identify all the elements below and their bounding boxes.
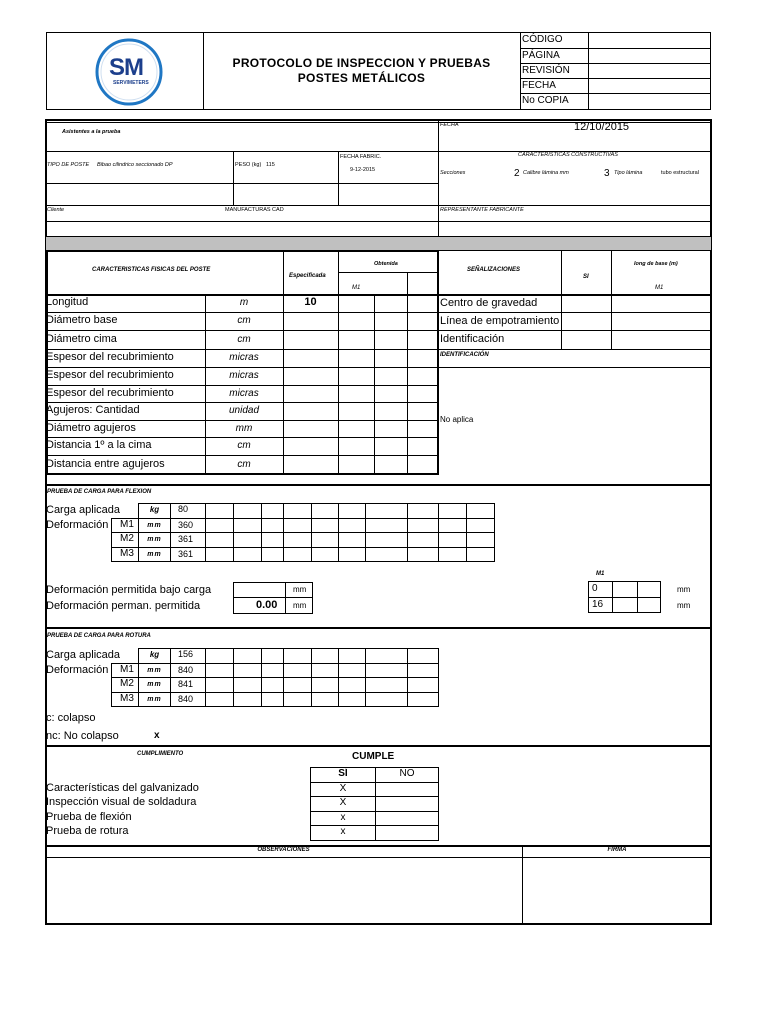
rotura-value: 840: [178, 664, 194, 675]
flexion-deformacion-label: Deformación: [46, 519, 109, 531]
rotura-unit-label: mm: [147, 681, 162, 688]
def-perman-divider: [285, 597, 286, 614]
meta-copia-label: No COPIA: [522, 95, 569, 106]
flexion-unit-label: mm: [147, 521, 162, 529]
tipo-poste-label: TIPO DE POSTE: [47, 162, 90, 168]
rotura-grid-cell[interactable]: [261, 663, 284, 679]
rotura-grid-cell[interactable]: [261, 648, 284, 664]
meta-row-line: [520, 78, 711, 79]
physical-row-name: Diámetro cima: [46, 332, 117, 345]
cumple-no-cell[interactable]: [375, 782, 439, 798]
meta-row-line: [520, 93, 711, 94]
rotura-grid-cell[interactable]: [311, 648, 339, 664]
rotura-grid-cell[interactable]: [205, 692, 234, 708]
rotura-grid-cell[interactable]: [365, 663, 408, 679]
flexion-grid-cell[interactable]: [261, 547, 284, 563]
flexion-m1-line: [637, 581, 638, 613]
flexion-value: 360: [178, 519, 194, 530]
cumple-si-mark: X: [339, 782, 347, 794]
rotura-grid-cell[interactable]: [311, 677, 339, 693]
physical-row-name: Diámetro base: [46, 314, 118, 326]
signal-row-label: Identificación: [440, 333, 505, 345]
physical-row-unit: cm: [237, 440, 251, 451]
rotura-grid-cell[interactable]: [205, 677, 234, 693]
physical-row-unit: micras: [229, 352, 259, 363]
physical-row-line: [46, 402, 439, 403]
tipo-lamina-value: tubo estructural: [661, 170, 699, 176]
flexion-grid-cell[interactable]: [407, 518, 439, 534]
physical-row-line: [46, 367, 439, 368]
flexion-grid-cell[interactable]: [283, 518, 312, 534]
cumple-no-cell[interactable]: [375, 796, 439, 812]
physical-col-line: [407, 272, 408, 475]
rotura-unit-label: mm: [147, 666, 162, 674]
rotura-grid-cell[interactable]: [338, 692, 366, 708]
peso-label: PESO (kg): [235, 162, 262, 168]
physical-row-line: [46, 385, 439, 386]
def-permitida-unit: mm: [293, 585, 307, 594]
logo-text: SM: [109, 54, 143, 81]
flexion-value: 361: [178, 548, 194, 559]
flexion-grid-cell[interactable]: [438, 547, 467, 563]
rotura-carga-unit: kg: [149, 650, 160, 659]
signal-row-label: Centro de gravedad: [440, 297, 538, 309]
flexion-m-label: M1: [120, 518, 134, 530]
meta-fecha-label: FECHA: [522, 80, 556, 91]
signal-row-label: Línea de empotramiento: [440, 315, 560, 327]
physical-row-line: [46, 437, 439, 438]
cumple-no-label: NO: [399, 768, 415, 779]
flexion-m1-unit: mm: [677, 585, 691, 594]
signals-m1-label: M1: [655, 285, 664, 291]
rotura-grid-cell[interactable]: [261, 677, 284, 693]
flexion-grid-cell[interactable]: [311, 503, 339, 519]
representante-label: REPRESENTANTE FABRICANTE: [440, 207, 524, 213]
obtenida-m1-label: M1: [352, 285, 361, 291]
meta-revision-label: REVISIÓN: [522, 65, 570, 76]
cumple-si-mark: x: [340, 826, 346, 837]
flexion-grid-cell[interactable]: [233, 503, 262, 519]
physical-row-line: [46, 455, 439, 456]
flexion-grid-cell[interactable]: [205, 532, 234, 548]
rotura-value: 841: [178, 679, 194, 689]
cumplimiento-title: CUMPLIMIENTO: [137, 751, 184, 757]
company-logo: [95, 38, 163, 106]
flexion-grid-cell[interactable]: [261, 518, 284, 534]
flexion-grid-cell[interactable]: [365, 518, 408, 534]
flexion-m1-line: [612, 581, 613, 613]
flexion-grid-cell[interactable]: [233, 547, 262, 563]
info-line: [45, 221, 712, 222]
signals-long-base-label: long de base (m): [634, 261, 678, 267]
physical-col-line: [338, 250, 339, 475]
obtenida-label: Obtenida: [374, 261, 398, 267]
signals-row-line: [439, 312, 711, 313]
footer-line: [45, 857, 712, 858]
rotura-unit-label: mm: [147, 695, 162, 703]
signals-col-line: [611, 250, 612, 349]
signals-title: SEÑALIZACIONES: [467, 267, 521, 273]
def-permitida-label: Deformación permitida bajo carga: [46, 584, 212, 596]
flexion-grid-cell[interactable]: [311, 518, 339, 534]
flexion-grid-cell[interactable]: [261, 532, 284, 548]
flexion-grid-cell[interactable]: [311, 547, 339, 563]
rotura-grid-cell[interactable]: [365, 648, 408, 664]
flexion-grid-cell[interactable]: [205, 503, 234, 519]
flexion-grid-cell[interactable]: [466, 532, 495, 548]
flexion-m-label: M3: [120, 547, 134, 559]
rotura-value: 840: [178, 693, 194, 704]
page-subtitle: POSTES METÁLICOS: [297, 71, 426, 85]
signals-si-label: SI: [583, 274, 589, 280]
rotura-grid-cell[interactable]: [407, 648, 439, 664]
flexion-grid-cell[interactable]: [338, 547, 366, 563]
physical-row-unit: cm: [237, 315, 251, 326]
cumple-row-name: Inspección visual de soldadura: [46, 796, 197, 808]
meta-row-line: [520, 48, 711, 49]
flexion-grid-cell[interactable]: [365, 547, 408, 563]
rotura-grid-cell[interactable]: [233, 648, 262, 664]
physical-header-line: [338, 272, 438, 273]
cumple-no-cell[interactable]: [375, 825, 439, 841]
info-line: [45, 205, 712, 206]
footer-divider: [522, 845, 523, 925]
flexion-grid-cell[interactable]: [205, 547, 234, 563]
physical-title: CARACTERISTICAS FISICAS DEL POSTE: [92, 267, 211, 273]
section-separator: [45, 745, 712, 747]
tipo-lamina-label: Tipo lámina: [614, 170, 643, 176]
physical-col-line: [283, 250, 284, 475]
rotura-grid-cell[interactable]: [365, 692, 408, 708]
rotura-grid-cell[interactable]: [233, 692, 262, 708]
cliente-value: MANUFACTURAS CAD: [225, 207, 284, 213]
observaciones-label: OBSERVACIONES: [257, 847, 310, 853]
calibre-label: Calibre lámina mm: [523, 170, 569, 176]
rotura-grid-cell[interactable]: [283, 692, 312, 708]
rotura-grid-cell[interactable]: [283, 663, 312, 679]
flexion-grid-cell[interactable]: [407, 532, 439, 548]
signals-header-line: [439, 294, 711, 296]
cumple-no-cell[interactable]: [375, 811, 439, 827]
calibre-value: 3: [604, 168, 610, 179]
rotura-m-label: M2: [120, 678, 134, 689]
logo-subtext: SERVIMETERS: [113, 80, 149, 86]
physical-row-name: Distancia entre agujeros: [46, 457, 165, 470]
fecha-fabric-label: FECHA FABRIC.: [340, 154, 382, 160]
rotura-grid-cell[interactable]: [311, 692, 339, 708]
physical-row-name: Agujeros: Cantidad: [46, 404, 140, 416]
flexion-grid-cell[interactable]: [365, 532, 408, 548]
fecha-label: FECHA: [440, 122, 459, 128]
flexion-grid-cell[interactable]: [283, 503, 312, 519]
physical-row-name: Espesor del recubrimiento: [46, 351, 174, 363]
section-separator: [45, 627, 712, 629]
signals-row-line: [439, 367, 711, 368]
header-divider: [588, 32, 589, 110]
cumple-row-name: Prueba de flexión: [46, 810, 132, 823]
rotura-grid-cell[interactable]: [365, 677, 408, 693]
info-divider: [438, 120, 439, 236]
physical-row-unit: mm: [235, 422, 253, 434]
cumple-label: CUMPLE: [352, 751, 395, 762]
rotura-grid-cell[interactable]: [407, 677, 439, 693]
cumple-si-mark: X: [339, 797, 347, 808]
caract-constructivas-label: CARACTERISTICAS CONSTRUCTIVAS: [518, 152, 618, 158]
signals-row-line: [439, 349, 711, 350]
rotura-grid-cell[interactable]: [205, 663, 234, 679]
header-divider: [203, 32, 204, 110]
cumple-si-label: SÍ: [338, 768, 348, 779]
info-divider: [233, 151, 234, 205]
rotura-m-label: M3: [120, 692, 134, 704]
physical-row-line: [46, 312, 439, 313]
firma-field[interactable]: [524, 859, 710, 923]
signals-row-line: [439, 330, 711, 331]
rotura-grid-cell[interactable]: [205, 648, 234, 664]
flexion-carga-unit: kg: [149, 505, 160, 514]
rotura-m-label: M1: [120, 663, 134, 675]
flexion-grid-cell[interactable]: [466, 503, 495, 519]
def-perman-label: Deformación perman. permitida: [46, 600, 201, 612]
rotura-title: PRUEBA DE CARGA PARA ROTURA: [47, 633, 151, 639]
flexion-unit-label: mm: [147, 536, 162, 543]
info-divider: [338, 151, 339, 205]
flexion-grid-cell[interactable]: [407, 547, 439, 563]
physical-row-name: Distancia 1º a la cima: [46, 439, 152, 451]
firma-label: FIRMA: [607, 847, 627, 853]
meta-codigo-label: CÓDIGO: [522, 34, 563, 45]
flexion-grid-cell[interactable]: [261, 503, 284, 519]
flexion-grid-cell[interactable]: [233, 518, 262, 534]
section-separator: [45, 484, 712, 486]
rotura-grid-cell[interactable]: [311, 663, 339, 679]
fecha-fabric-value: 9-12-2015: [350, 167, 376, 173]
page-title: PROTOCOLO DE INSPECCION Y PRUEBAS: [232, 56, 491, 70]
physical-row-unit: micras: [229, 370, 259, 381]
physical-row-line: [46, 420, 439, 421]
cumple-row-name: Características del galvanizado: [46, 781, 199, 794]
especificada-label: Especificada: [289, 273, 326, 279]
flexion-grid-cell[interactable]: [338, 518, 366, 534]
def-perman-unit: mm: [293, 601, 307, 610]
flexion-grid-cell[interactable]: [438, 503, 467, 519]
flexion-m1-value: 16: [592, 599, 604, 610]
flexion-grid-cell[interactable]: [205, 518, 234, 534]
flexion-grid-cell[interactable]: [365, 503, 408, 519]
rotura-grid-cell[interactable]: [338, 663, 366, 679]
flexion-grid-cell[interactable]: [283, 547, 312, 563]
flexion-grid-cell[interactable]: [438, 532, 467, 548]
tipo-poste-value: Bibao cilindrico seccionado DP: [97, 162, 173, 168]
flexion-m1-line: [588, 597, 661, 598]
rotura-grid-cell[interactable]: [407, 692, 439, 708]
flexion-grid-cell[interactable]: [466, 547, 495, 563]
peso-value: 115: [266, 162, 275, 168]
flexion-m-label: M2: [120, 533, 134, 544]
rotura-grid-cell[interactable]: [407, 663, 439, 679]
physical-row-unit: cm: [237, 458, 251, 470]
def-perman-value: 0.00: [256, 599, 278, 611]
rotura-carga-value: 156: [178, 649, 194, 659]
rotura-grid-cell[interactable]: [261, 692, 284, 708]
rotura-carga-label: Carga aplicada: [46, 649, 120, 661]
rotura-grid-cell[interactable]: [283, 648, 312, 664]
flexion-m1-value: 0: [592, 583, 598, 594]
physical-row-line: [46, 330, 439, 331]
cumple-row-name: Prueba de rotura: [46, 825, 129, 837]
colapso-legend: c: colapso: [46, 712, 96, 724]
identificacion-value: No aplica: [440, 415, 474, 424]
flexion-grid-cell[interactable]: [311, 532, 339, 548]
flexion-grid-cell[interactable]: [233, 532, 262, 548]
signals-col-line: [561, 250, 562, 349]
cliente-label: Cliente: [47, 207, 65, 213]
flexion-title: PRUEBA DE CARGA PARA FLEXION: [47, 489, 152, 495]
flexion-grid-cell[interactable]: [438, 518, 467, 534]
fecha-value: 12/10/2015: [574, 121, 630, 133]
flexion-grid-cell[interactable]: [338, 503, 366, 519]
rotura-grid-cell[interactable]: [338, 648, 366, 664]
meta-row-line: [520, 63, 711, 64]
flexion-carga-label: Carga aplicada: [46, 504, 120, 516]
physical-row-name: Diámetro agujeros: [46, 421, 136, 434]
physical-row-name: Longitud: [46, 296, 89, 308]
cumple-si-mark: x: [340, 811, 346, 823]
asistentes-label: Asistentes a la prueba: [62, 129, 121, 135]
header-divider: [520, 32, 521, 110]
secciones-label: Secciones: [440, 170, 466, 176]
flexion-value: 361: [178, 534, 194, 544]
physical-row-name: Espesor del recubrimiento: [46, 369, 174, 381]
rotura-grid-cell[interactable]: [338, 677, 366, 693]
physical-row-unit: cm: [237, 333, 251, 345]
flexion-m1-label: M1: [596, 571, 605, 577]
flexion-grid-cell[interactable]: [283, 532, 312, 548]
secciones-value: 2: [514, 168, 520, 179]
def-permitida-divider: [285, 582, 286, 598]
rotura-grid-cell[interactable]: [283, 677, 312, 693]
flexion-carga-value: 80: [178, 504, 189, 514]
identificacion-label: IDENTIFICACIÓN: [440, 352, 489, 358]
flexion-unit-label: mm: [147, 550, 162, 558]
no-colapso-mark: x: [154, 730, 160, 741]
flexion-grid-cell[interactable]: [407, 503, 439, 519]
physical-row-name: Espesor del recubrimiento: [46, 386, 174, 399]
physical-header-line: [46, 294, 439, 296]
physical-row-unit: m: [239, 297, 249, 308]
physical-row-line: [46, 349, 439, 350]
physical-row-spec: 10: [304, 296, 317, 308]
flexion-grid-cell[interactable]: [338, 532, 366, 548]
meta-pagina-label: PÁGINA: [522, 50, 560, 61]
rotura-grid-cell[interactable]: [233, 677, 262, 693]
info-line: [45, 183, 438, 184]
physical-row-unit: unidad: [228, 405, 260, 416]
observaciones-field[interactable]: [47, 859, 520, 923]
flexion-grid-cell[interactable]: [466, 518, 495, 534]
physical-row-unit: micras: [229, 387, 259, 399]
gray-band: [46, 236, 711, 251]
no-colapso-legend: nc: No colapso: [46, 730, 119, 742]
rotura-grid-cell[interactable]: [233, 663, 262, 679]
flexion-m1-unit: mm: [677, 601, 691, 610]
rotura-deformacion-label: Deformación: [46, 664, 109, 676]
